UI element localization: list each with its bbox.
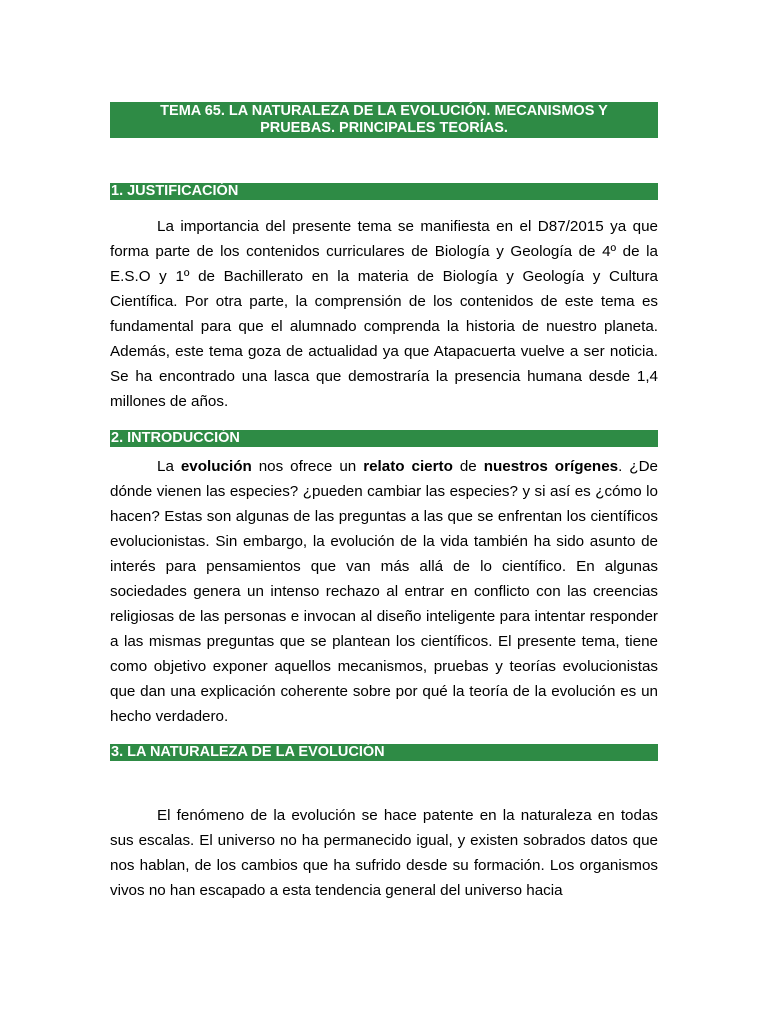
intro-text-rest: . ¿De dónde vienen las especies? ¿pueden cambiar las especies? y si así es ¿cómo lo hacen? Estas son algunas de las preguntas a las que se enfrentan los científicos evolucionistas. Sin embargo, la evolución de la vida también ha sido asunto de interés para pensamientos que van más allá de lo científico. En algunas sociedades genera un intenso rechazo al entrar en conflicto con las creencias religiosas de las personas e invocan al diseño inteligente para intentar responder a las mismas preguntas que se plantean los científicos. El presente tema, tiene como objetivo exponer aquellos mecanismos, pruebas y teorías evolucionistas que dan una explicación coherente sobre por qué la teoría de la evolución es un hecho verdadero.	[110, 458, 658, 725]
paragraph-justificacion: La importancia del presente tema se manifiesta en el D87/2015 ya que forma parte de los contenidos curriculares de Biología y Geología de 4º de la E.S.O y 1º de Bachillerato en la materia de Biología y Geología y Cultura Científica. Por otra parte, la comprensión de los contenidos de este tema es fundamental para que el alumnado comprenda la historia de nuestro planeta. Además, este tema goza de actualidad ya que Atapacuerta vuelve a ser noticia. Se ha encontrado una lasca que demostraría la presencia humana desde 1,4 millones de años.	[110, 218, 658, 410]
section-heading-justificacion: 1. JUSTIFICACIÓN	[110, 183, 658, 200]
intro-text-2: de	[452, 458, 484, 475]
intro-bold-nuestros-origenes: nuestros orígenes	[483, 458, 619, 475]
intro-bold-relato-cierto: relato cierto	[363, 458, 453, 475]
intro-bold-evolucion: evolución	[180, 458, 252, 475]
document-title-line-2: PRUEBAS. PRINCIPALES TEORÍAS.	[260, 120, 508, 136]
document-title-bar	[110, 102, 658, 138]
intro-text-1: nos ofrece un	[251, 458, 364, 475]
intro-text-start: La	[157, 458, 181, 475]
paragraph-naturaleza: El fenómeno de la evolución se hace patente en la naturaleza en todas sus escalas. El universo no ha permanecido igual, y existen sobrados datos que nos hablan, de los cambios que ha sufrido desde su formación. Los organismos vivos no han escapado a esta tendencia general del universo hacia	[110, 807, 658, 899]
section-heading-naturaleza: 3. LA NATURALEZA DE LA EVOLUCIÓN	[110, 744, 658, 761]
section-heading-introduccion: 2. INTRODUCCIÓN	[110, 430, 658, 447]
paragraph-introduccion	[110, 454, 658, 729]
document-title-line-1: TEMA 65. LA NATURALEZA DE LA EVOLUCIÓN. MECANISMOS Y	[160, 103, 608, 119]
